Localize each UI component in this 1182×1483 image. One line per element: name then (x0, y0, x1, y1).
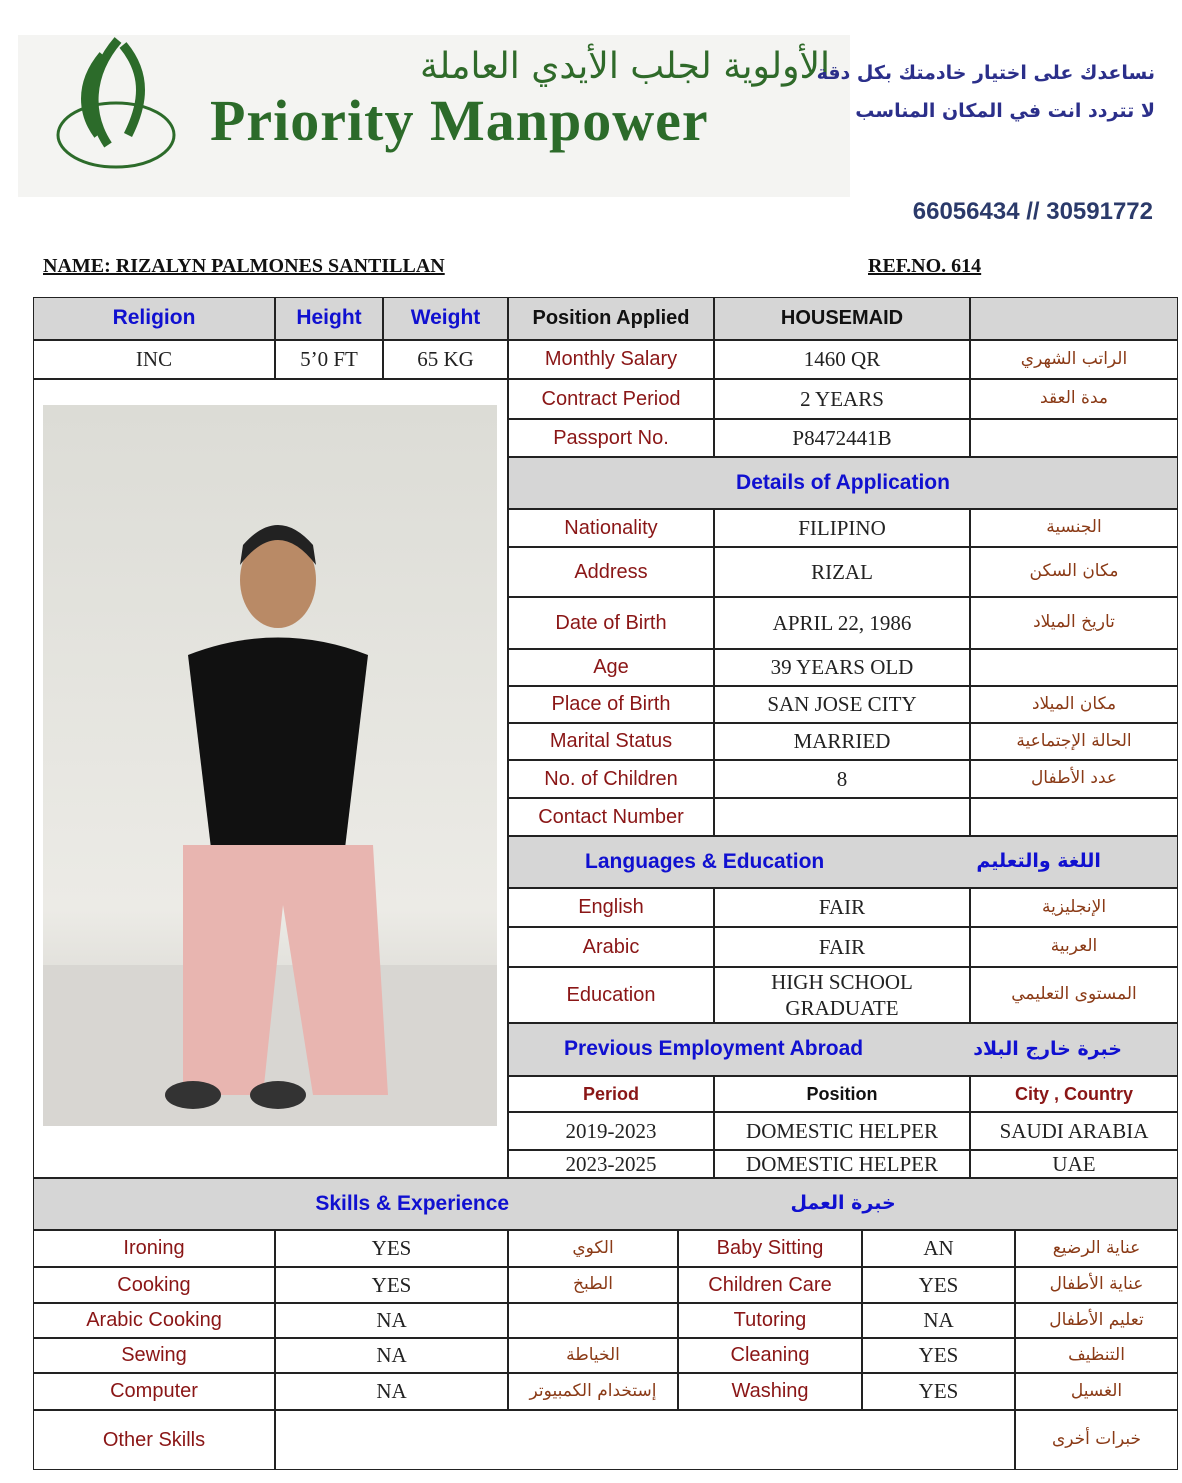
detail-arabic-label: تاريخ الميلاد (970, 597, 1178, 649)
section-title: Previous Employment Abroad (564, 1037, 864, 1061)
skill-label: Ironing (33, 1230, 275, 1267)
detail-arabic-label: الراتب الشهري (970, 340, 1178, 379)
employment-cell: 2023-2025 (508, 1150, 714, 1178)
detail-arabic-label: مكان الميلاد (970, 686, 1178, 723)
detail-arabic-label: المستوى التعليمي (970, 967, 1178, 1023)
logo-arabic-name: الأولوية لجلب الأيدي العاملة (419, 46, 830, 87)
skill-label: Washing (678, 1373, 862, 1410)
other-skills-arabic-label: خبرات أخرى (1015, 1410, 1178, 1470)
skill-label: Arabic Cooking (33, 1303, 275, 1338)
person-figure-icon (43, 405, 497, 1126)
section-title-arabic: خبرة العمل (790, 1192, 896, 1215)
detail-arabic-label: مدة العقد (970, 379, 1178, 419)
skill-arabic-label: عناية الرضيع (1015, 1230, 1178, 1267)
detail-value: P8472441B (714, 419, 970, 457)
detail-label: Address (508, 547, 714, 597)
employment-cell: 2019-2023 (508, 1112, 714, 1150)
skill-value: YES (862, 1338, 1015, 1373)
detail-arabic-label (970, 798, 1178, 836)
detail-label: No. of Children (508, 760, 714, 798)
detail-value: FILIPINO (714, 509, 970, 547)
skill-label: Children Care (678, 1267, 862, 1303)
skill-arabic-label (508, 1303, 678, 1338)
detail-label: English (508, 888, 714, 927)
skill-label: Computer (33, 1373, 275, 1410)
skill-label: Sewing (33, 1338, 275, 1373)
height-value: 5’0 FT (275, 340, 383, 379)
position-applied-value: HOUSEMAID (714, 297, 970, 340)
section-title-arabic: اللغة والتعليم (976, 850, 1101, 873)
detail-arabic-label: العربية (970, 927, 1178, 967)
employment-cell: DOMESTIC HELPER (714, 1150, 970, 1178)
employment-column-header: Position (714, 1076, 970, 1112)
detail-arabic-label: الإنجليزية (970, 888, 1178, 927)
position-applied-arabic (970, 297, 1178, 340)
skill-value: YES (275, 1230, 508, 1267)
detail-label: Marital Status (508, 723, 714, 760)
slogan-line-2: لا تتردد انت في المكان المناسب (855, 100, 1155, 122)
applicant-name: NAME: RIZALYN PALMONES SANTILLAN (43, 255, 445, 277)
skill-label: Cooking (33, 1267, 275, 1303)
skill-arabic-label: إستخدام الكمبيوتر (508, 1373, 678, 1410)
detail-value: SAN JOSE CITY (714, 686, 970, 723)
detail-arabic-label (970, 419, 1178, 457)
detail-value: RIZAL (714, 547, 970, 597)
detail-value (714, 798, 970, 836)
detail-value: 39 YEARS OLD (714, 649, 970, 686)
skill-value: YES (862, 1373, 1015, 1410)
section-previous-employment (508, 1023, 1178, 1076)
skill-label: Tutoring (678, 1303, 862, 1338)
detail-value: 1460 QR (714, 340, 970, 379)
weight-header: Weight (383, 297, 508, 340)
detail-arabic-label: الجنسية (970, 509, 1178, 547)
skill-arabic-label: التنظيف (1015, 1338, 1178, 1373)
section-title-arabic: خبرة خارج البلاد (973, 1037, 1122, 1060)
skill-value: NA (275, 1303, 508, 1338)
detail-label: Contact Number (508, 798, 714, 836)
detail-value: HIGH SCHOOL GRADUATE (714, 967, 970, 1023)
detail-arabic-label: مكان السكن (970, 547, 1178, 597)
other-skills-label: Other Skills (33, 1410, 275, 1470)
skill-arabic-label: الكوي (508, 1230, 678, 1267)
slogan-line-1: نساعدك على اختيار خادمتك بكل دقة (816, 62, 1155, 84)
reference-number: REF.NO. 614 (868, 255, 982, 277)
religion-header: Religion (33, 297, 275, 340)
detail-label: Monthly Salary (508, 340, 714, 379)
section-languages-education (508, 836, 1178, 888)
skill-arabic-label: تعليم الأطفال (1015, 1303, 1178, 1338)
logo-emblem-icon (48, 35, 188, 195)
detail-value: 8 (714, 760, 970, 798)
detail-label: Date of Birth (508, 597, 714, 649)
religion-value: INC (33, 340, 275, 379)
detail-label: Age (508, 649, 714, 686)
section-title: Languages & Education (585, 849, 825, 873)
detail-value: MARRIED (714, 723, 970, 760)
employment-column-header: Period (508, 1076, 714, 1112)
detail-value: FAIR (714, 927, 970, 967)
detail-label: Nationality (508, 509, 714, 547)
section-details-of-application: Details of Application (508, 457, 1178, 509)
detail-label: Passport No. (508, 419, 714, 457)
employment-cell: UAE (970, 1150, 1178, 1178)
detail-label: Place of Birth (508, 686, 714, 723)
employment-column-header: City , Country (970, 1076, 1178, 1112)
weight-value: 65 KG (383, 340, 508, 379)
skill-arabic-label: الطبخ (508, 1267, 678, 1303)
other-skills-value (275, 1410, 1015, 1470)
skill-arabic-label: عناية الأطفال (1015, 1267, 1178, 1303)
skill-value: YES (275, 1267, 508, 1303)
skill-arabic-label: الخياطة (508, 1338, 678, 1373)
detail-label: Contract Period (508, 379, 714, 419)
height-header: Height (275, 297, 383, 340)
position-applied-label: Position Applied (508, 297, 714, 340)
detail-arabic-label (970, 649, 1178, 686)
section-title: Skills & Experience (315, 1191, 510, 1215)
skill-value: YES (862, 1267, 1015, 1303)
phone-numbers: 66056434 // 30591772 (912, 198, 1153, 225)
detail-arabic-label: عدد الأطفال (970, 760, 1178, 798)
detail-label: Arabic (508, 927, 714, 967)
logo-english-name: Priority Manpower (210, 88, 709, 153)
skill-value: NA (275, 1338, 508, 1373)
applicant-photo (43, 405, 497, 1126)
skill-value: AN (862, 1230, 1015, 1267)
detail-value: APRIL 22, 1986 (714, 597, 970, 649)
skill-arabic-label: الغسيل (1015, 1373, 1178, 1410)
section-skills-experience (33, 1178, 1178, 1230)
skill-value: NA (275, 1373, 508, 1410)
detail-value: 2 YEARS (714, 379, 970, 419)
skill-label: Cleaning (678, 1338, 862, 1373)
detail-label: Education (508, 967, 714, 1023)
skill-label: Baby Sitting (678, 1230, 862, 1267)
employment-cell: DOMESTIC HELPER (714, 1112, 970, 1150)
detail-value: FAIR (714, 888, 970, 927)
detail-arabic-label: الحالة الإجتماعية (970, 723, 1178, 760)
employment-cell: SAUDI ARABIA (970, 1112, 1178, 1150)
skill-value: NA (862, 1303, 1015, 1338)
